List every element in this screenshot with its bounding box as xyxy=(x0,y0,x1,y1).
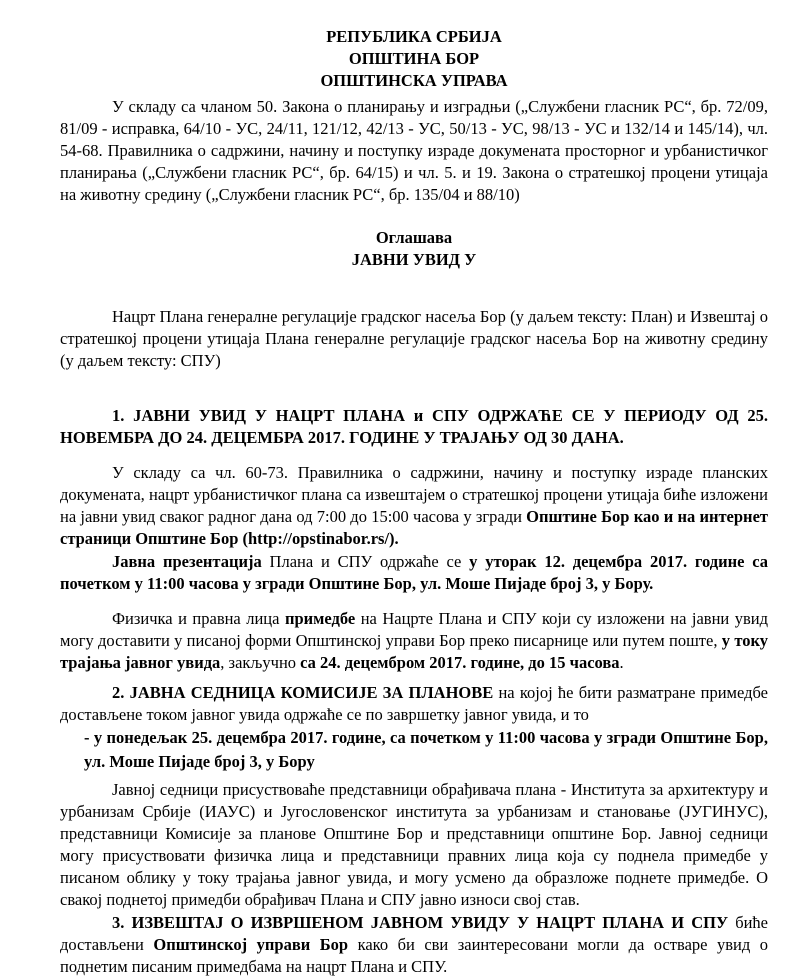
section-3-recipient: Општинској управи Бор xyxy=(153,935,349,954)
intro-paragraph xyxy=(60,96,768,206)
section-2 xyxy=(60,682,768,726)
section-1-p3-g: . xyxy=(619,653,624,672)
section-3-t3: како би сви заинтересовани могли да остваре увид о поднетим писаним примедбама на нацрт Плана и СПУ. xyxy=(60,935,768,976)
subject-text: Нацрт Плана генералне регулације градског насеља Бор (у даљем тексту: План) и Извештај о стратешкој процени утицаја Плана генералне регулације градског насеља Бор на животну средину (у даљем тексту: СПУ) xyxy=(60,307,768,370)
section-1-heading: 1. ЈАВНИ УВИД У НАЦРТ ПЛАНА и СПУ ОДРЖАЋЕ СЕ У ПЕРИОДУ ОД 25. НОВЕМБРА ДО 24. ДЕЦЕМБРА 2017. ГОДИНЕ У ТРАЈАЊУ ОД 30 ДАНА. xyxy=(60,406,768,447)
announcement-title xyxy=(60,227,768,271)
section-1-paragraph-1 xyxy=(60,462,768,550)
intro-text: У складу са чланом 50. Закона о планирању и изградњи („Службени гласник РС“, бр. 72/09, 81/09 - исправка, 64/10 - УС, 24/11, 121/12, 42/13 - УС, 50/13 - УС, 98/13 - УС и 132/14 и 145/14), чл. 54-68. Правилника о садржини, начину и поступку израде докумената просторног и урбанистичког планирања („Службени гласник РС“, бр. 64/15) и чл. 5. и 19. Закона о стратешкој процени утицаја на животну средину („Службени гласник РС“, бр. 135/04 и 88/10) xyxy=(60,97,768,204)
section-1-p3-c: на Нацрте Плана и СПУ који су изложени на јавни увид могу доставити у писаној форми Општинској управи Бор преко писарнице или путем поште, xyxy=(60,609,768,650)
section-3 xyxy=(60,912,768,978)
section-3-heading: 3. ИЗВЕШТАЈ О ИЗВРШЕНОМ ЈАВНОМ УВИДУ У НАЦРТ ПЛАНА И СПУ xyxy=(112,913,729,932)
document-header xyxy=(60,26,768,92)
section-1-p2-bold-c: у уторак 12. децембра 2017. године са почетком у 11:00 часова у згради Општине Бор, ул. Моше Пијаде број 3, у Бору. xyxy=(60,552,768,593)
section-2-intro xyxy=(60,682,768,726)
section-1-p1-bold: Општине Бор као и на интернет страници Општине Бор (http://opstinabor.rs/). xyxy=(60,507,768,548)
section-1-p2 xyxy=(60,551,768,595)
section-2-paragraph xyxy=(60,779,768,911)
subject-paragraph xyxy=(60,306,768,372)
announce-verb: Оглашава xyxy=(375,228,453,247)
section-1-p1-text: У складу са чл. 60-73. Правилника о садржини, начину и поступку израде планских докумената, нацрт урбанистичког плана са извештајем о стратешкој процени утицаја биће изложени на јавни увид сваког радног дана од 7:00 до 15:00 часова у згради xyxy=(60,463,768,526)
section-1-p3-e: , закључно xyxy=(220,653,301,672)
header-municipality: ОПШТИНА БОР xyxy=(348,49,480,68)
section-2-date-block xyxy=(60,726,768,774)
section-2-heading-rest: на којој ће бити разматране примедбе достављене током јавног увида одржаће се по завршетку јавног увида, и то xyxy=(60,683,768,724)
section-3-t1: биће достављени xyxy=(60,913,768,954)
section-1-p2-text: Плана и СПУ одржаће се xyxy=(261,552,470,571)
section-1-p3-f: са 24. децембром 2017. године, до 15 часова xyxy=(300,653,620,672)
section-2-heading: 2. ЈАВНА СЕДНИЦА КОМИСИЈЕ ЗА ПЛАНОВЕ xyxy=(112,683,494,702)
section-1-p3-b: примедбе xyxy=(284,609,356,628)
announce-title: ЈАВНИ УВИД У xyxy=(351,250,477,269)
header-republic: РЕПУБЛИКА СРБИЈА xyxy=(326,27,502,46)
section-1 xyxy=(60,405,768,449)
section-1-paragraph-2 xyxy=(60,551,768,595)
section-2-text: Јавној седници присуствоваће представници обрађивача плана - Института за архитектуру и урбанизам Србије (ИАУС) и Југословенског института за урбанизам и становање (ЈУГИНУС), представници Комисије за планове Општине Бор и представници општине Бор. Јавној седници могу присуствовати физичка лица и представници правних лица која су поднела примедбе у писаном облику у току трајања јавног увида, и могу усмено да образложе поднете примедбе. О свакој поднетој примедби обрађивач Плана и СПУ јавно износи свој став. xyxy=(60,780,768,909)
header-administration: ОПШТИНСКА УПРАВА xyxy=(320,71,508,90)
section-1-p3-d: у току трајања јавног увида xyxy=(60,631,768,672)
section-1-paragraph-3 xyxy=(60,608,768,674)
section-3-text xyxy=(60,912,768,978)
section-1-p2-bold-a: Јавна презентација xyxy=(112,552,262,571)
section-2-date: - у понедељак 25. децембра 2017. године, са почетком у 11:00 часова у згради Општине Бор, ул. Моше Пијаде број 3, у Бору xyxy=(84,728,768,771)
section-1-p3 xyxy=(60,608,768,674)
section-1-p1 xyxy=(60,462,768,550)
section-1-p3-a: Физичка и правна лица xyxy=(112,609,285,628)
